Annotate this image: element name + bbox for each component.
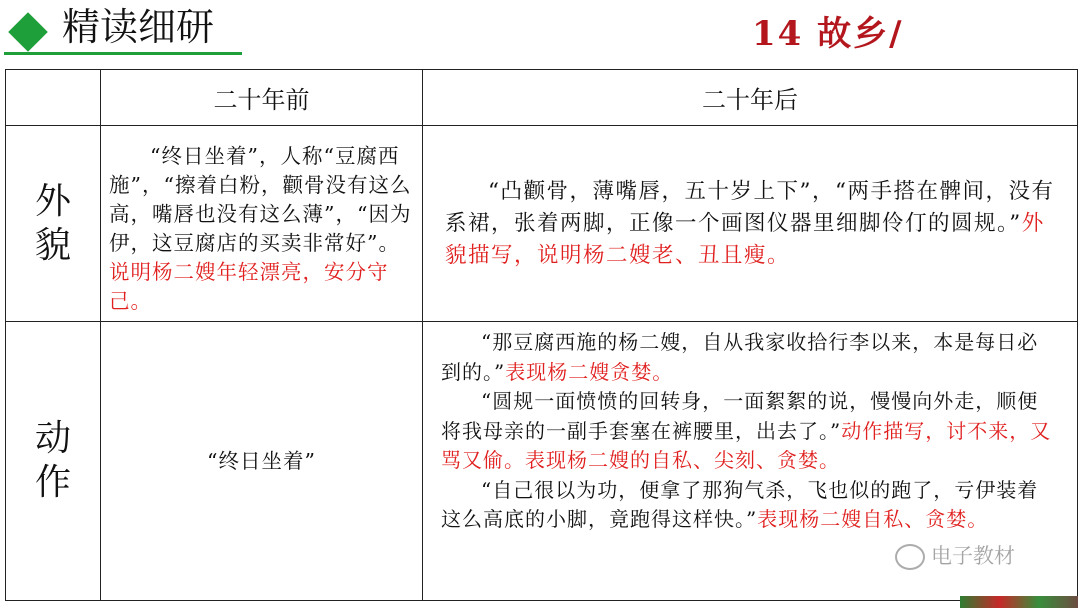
quote-text: “凸颧骨，薄嘴唇，五十岁上下”，“两手搭在髀间，没有系裙，张着两脚，正像一个画图仪器里细脚伶仃的圆规。” [445, 178, 1055, 236]
row-label-action [6, 322, 101, 601]
analysis-note: 动作描写，讨不来，又骂又偷。表现杨二嫂的自私、尖刻、贪婪。 [441, 418, 1052, 472]
row-label-char: 貌 [34, 224, 71, 266]
column-header-before: 二十年前 [101, 70, 423, 126]
header [0, 0, 1080, 62]
wechat-icon [895, 544, 925, 570]
cell-action-before [101, 322, 423, 601]
cell-appearance-after [423, 126, 1078, 322]
analysis-note: 说明杨二嫂年轻漂亮，安分守己。 [109, 260, 389, 313]
table-row-appearance [6, 126, 1078, 322]
row-label-char: 动 [34, 418, 71, 459]
cell-text [109, 128, 418, 316]
row-label-char: 外 [34, 180, 71, 222]
diamond-bullet-icon [8, 12, 48, 52]
analysis-note: 表现杨二嫂自私、贪婪。 [757, 507, 989, 531]
quote-text: “那豆腐西施的杨二嫂，自从我家收拾行李以来，本是每日必到的。” [441, 330, 1039, 384]
row-label-char: 作 [34, 462, 71, 503]
quote-text: “终日坐着” [207, 448, 316, 473]
corner-cell [6, 70, 101, 126]
comparison-table [5, 69, 1078, 601]
cell-text [445, 176, 1055, 272]
row-label-appearance [6, 126, 101, 322]
paragraph [441, 476, 1059, 535]
analysis-note: 表现杨二嫂贪婪。 [505, 359, 674, 384]
paragraph [441, 387, 1059, 476]
paragraph [441, 328, 1059, 387]
section-title: 精读细研 [62, 5, 215, 49]
quote-text: “圆规一面愤愤的回转身，一面絮絮的说，慢慢向外走，顺便将我母亲的一副手套塞在裤腰里，出去了。” [441, 389, 1039, 443]
cell-appearance-before [101, 126, 423, 322]
watermark [895, 540, 1015, 570]
quote-text: “自己很以为功，便拿了那狗气杀，飞也似的跑了，亏伊装着这么高底的小脚，竟跑得这样快。” [441, 477, 1039, 531]
quote-text: “终日坐着”，人称“豆腐西施”，“擦着白粉，颧骨没有这么高，嘴唇也没有这么薄”，“因为伊，这豆腐店的买卖非常好”。 [109, 144, 412, 255]
lesson-title: 14 故乡/ [752, 14, 904, 54]
analysis-note: 外貌描写，说明杨二嫂老、丑且瘦。 [445, 210, 1045, 268]
title-underline [4, 52, 242, 55]
column-header-after: 二十年后 [423, 70, 1078, 126]
table-header-row [6, 70, 1078, 126]
decorative-strip [960, 596, 1078, 608]
watermark-text: 电子教材 [931, 544, 1015, 568]
